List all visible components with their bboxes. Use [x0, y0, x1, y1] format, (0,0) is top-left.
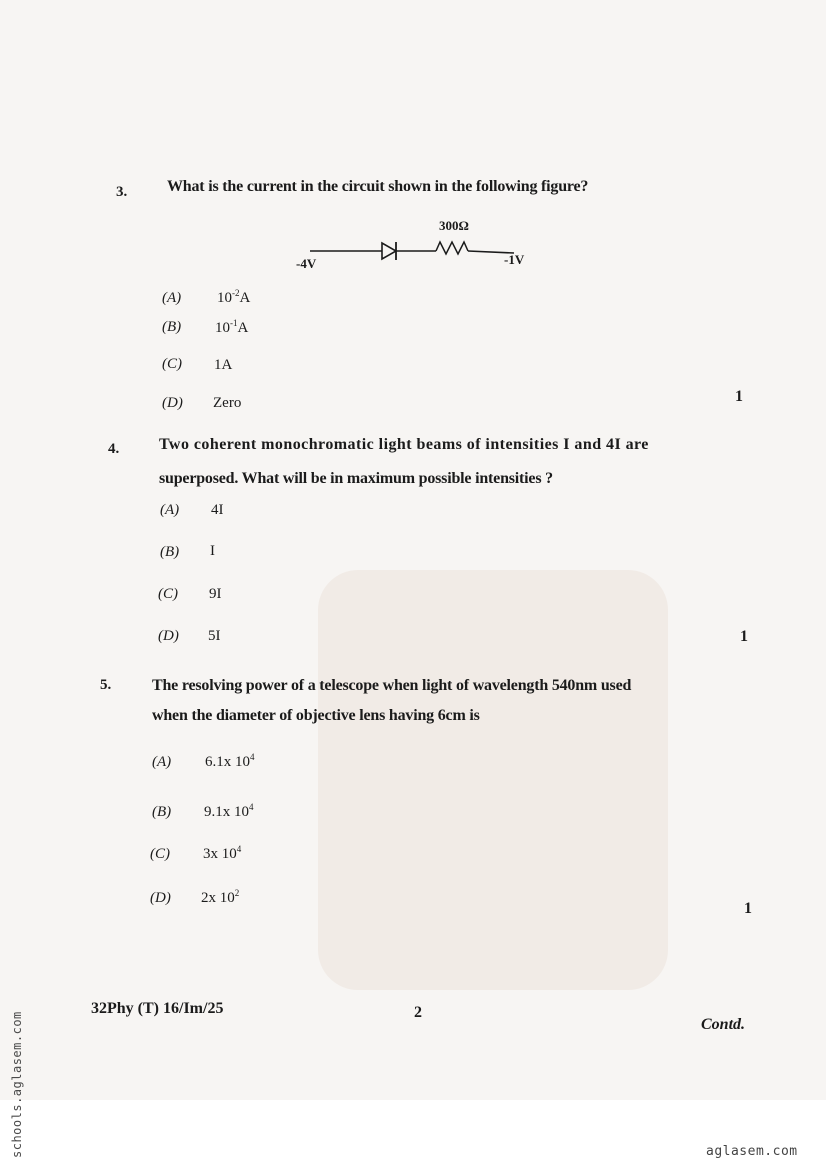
question-text: The resolving power of a telescope when light of wavelength 540nm used [152, 677, 632, 694]
page-number: 2 [414, 1004, 422, 1021]
bottom-watermark: aglasem.com [706, 1144, 798, 1159]
option-value: $10^{-2}A$ [217, 288, 251, 306]
marks: 1 [744, 900, 752, 917]
option-label: (D) [162, 395, 183, 411]
diode-symbol [382, 243, 396, 259]
circuit-figure [290, 212, 550, 272]
marks: 1 [740, 628, 748, 645]
option-label: (D) [150, 890, 171, 906]
continued-note: Contd. [701, 1016, 746, 1033]
question-text: when the diameter of objective lens having 6cm is [152, 707, 480, 724]
marks: 1 [735, 388, 743, 405]
resistor-label: 300Ω [439, 218, 469, 233]
right-voltage-label: -1V [504, 252, 525, 267]
option-label: (A) [152, 754, 172, 770]
question-number: 5. [100, 677, 112, 693]
option-value: 6.1x $10^4$ [205, 752, 255, 770]
option-label: (A) [160, 502, 180, 518]
paper-code: 32Phy (T) 16/Im/25 [91, 1000, 224, 1017]
resistor-symbol [436, 242, 468, 254]
option-value: 9I [209, 586, 222, 602]
option-label: (B) [160, 544, 180, 560]
option-label: (A) [162, 290, 182, 306]
option-value: 3x $10^4$ [203, 844, 242, 862]
option-label: (C) [150, 846, 170, 862]
scan-smudge [318, 570, 668, 990]
option-label: (B) [162, 319, 182, 335]
question-number: 3. [116, 184, 128, 200]
option-value: 1A [214, 357, 233, 373]
option-value: 9.1x $10^4$ [204, 802, 254, 820]
option-label: (D) [158, 628, 179, 644]
option-value: 5I [208, 628, 221, 644]
question-number: 4. [108, 441, 120, 457]
option-value: 4I [211, 502, 224, 518]
option-value: 2x $10^2$ [201, 888, 240, 906]
option-value: I [210, 543, 215, 559]
option-label: (C) [158, 586, 178, 602]
question-text: superposed. What will be in maximum possible intensities ? [159, 470, 553, 487]
question-text: What is the current in the circuit shown in the following figure? [167, 178, 589, 195]
option-value: $10^{-1}A$ [215, 318, 249, 336]
question-text: Two coherent monochromatic light beams of intensities I and 4I are [159, 436, 649, 453]
left-voltage-label: -4V [296, 256, 317, 271]
option-label: (B) [152, 804, 172, 820]
side-watermark: schools.aglasem.com [10, 1011, 24, 1158]
option-label: (C) [162, 356, 182, 372]
option-value: Zero [213, 395, 242, 411]
